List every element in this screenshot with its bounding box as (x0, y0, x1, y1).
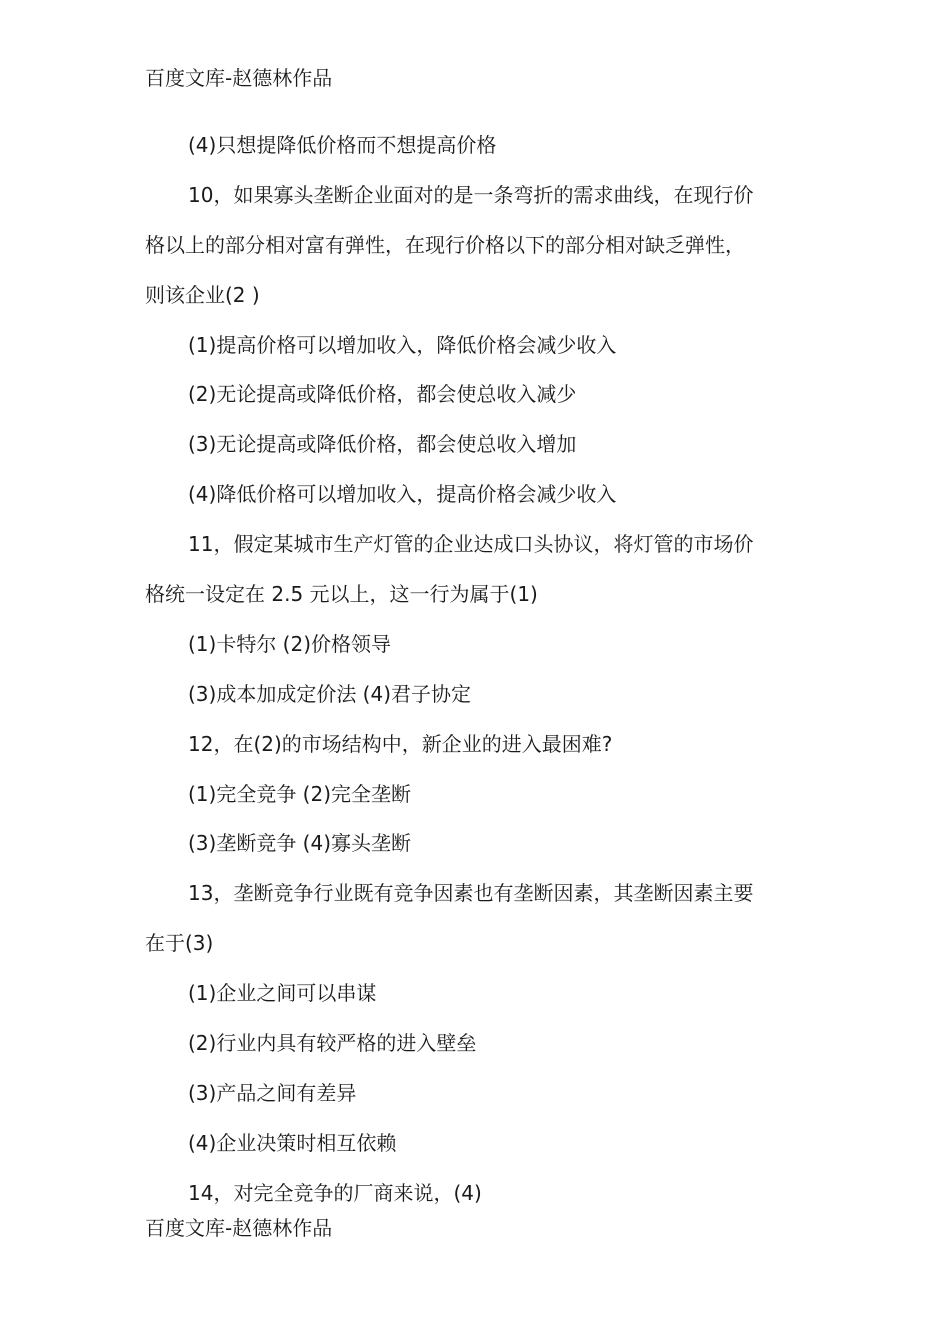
option-line: (1)完全竞争 (2)完全垄断 (188, 781, 412, 806)
option-line: (2)无论提高或降低价格，都会使总收入减少 (188, 382, 577, 407)
document-body (145, 121, 813, 1219)
option-line: (2)行业内具有较严格的进入壁垒 (188, 1031, 477, 1056)
page-footer: 百度文库-赵德林作品 (145, 1216, 333, 1240)
text-line: (4)只想提降低价格而不想提高价格 (188, 133, 497, 157)
option-line: (1)提高价格可以增加收入，降低价格会减少收入 (188, 332, 617, 357)
text-line: 在于(3) (145, 931, 214, 956)
option-line: (4)企业决策时相互依赖 (188, 1130, 397, 1155)
option-line: (3)垄断竞争 (4)寡头垄断 (188, 831, 412, 856)
option-line: (3)无论提高或降低价格，都会使总收入增加 (188, 432, 577, 457)
option-line: (1)卡特尔 (2)价格领导 (188, 631, 392, 656)
page-header: 百度文库-赵德林作品 (145, 66, 333, 90)
question-13-line: 13，垄断竞争行业既有竞争因素也有垄断因素，其垄断因素主要 (188, 881, 754, 906)
text-line: 则该企业(2 ) (145, 282, 260, 307)
option-line: (3)产品之间有差异 (188, 1080, 357, 1105)
text-line: 格以上的部分相对富有弹性，在现行价格以下的部分相对缺乏弹性， (145, 232, 745, 257)
option-line: (3)成本加成定价法 (4)君子协定 (188, 681, 472, 706)
question-11-line: 11，假定某城市生产灯管的企业达成口头协议，将灯管的市场价 (188, 532, 754, 557)
question-10-line: 10，如果寡头垄断企业面对的是一条弯折的需求曲线，在现行价 (188, 182, 754, 207)
text-line: 格统一设定在 2.5 元以上，这一行为属于(1) (145, 582, 538, 607)
option-line: (4)降低价格可以增加收入，提高价格会减少收入 (188, 482, 617, 507)
question-12-line: 12，在(2)的市场结构中，新企业的进入最困难? (188, 731, 613, 756)
question-14-line: 14，对完全竞争的厂商来说，(4) (188, 1180, 482, 1205)
option-line: (1)企业之间可以串谋 (188, 981, 377, 1006)
